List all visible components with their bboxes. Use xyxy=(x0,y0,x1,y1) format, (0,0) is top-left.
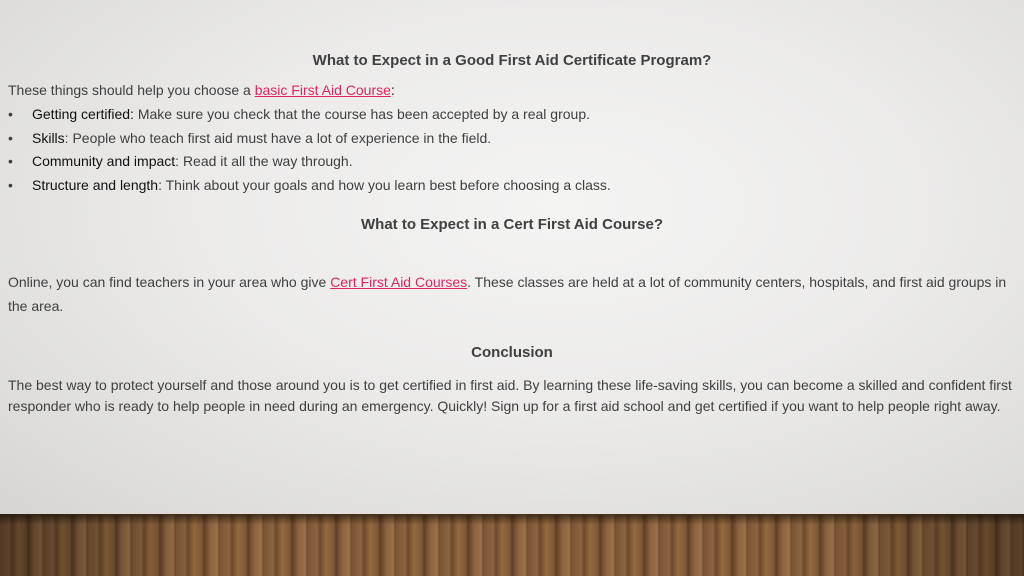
cert-course-paragraph xyxy=(8,270,1018,318)
criteria-list xyxy=(8,104,611,198)
cert-first-aid-courses-link[interactable]: Cert First Aid Courses xyxy=(330,274,468,290)
bullet-icon: • xyxy=(8,106,13,122)
conclusion-paragraph: The best way to protect yourself and those around you is to get certified in first aid. By learning these life-saving skills, you can become a skilled and confident first responder who is ready to help people in need during an emergency. Quickly! Sign up for a first aid school and get certified if you want to help people right away. xyxy=(8,377,1012,414)
heading-good-program: What to Expect in a Good First Aid Certificate Program? xyxy=(312,52,712,69)
basic-first-aid-course-link[interactable]: basic First Aid Course xyxy=(254,82,391,98)
list-item-text: : Read it all the way through. xyxy=(175,153,353,169)
list-item-text: : Think about your goals and how you learn best before choosing a class. xyxy=(158,176,611,193)
list-item-term: Community and impact xyxy=(32,153,176,169)
list-item-text: : People who teach first aid must have a lot of experience in the field. xyxy=(64,129,492,146)
list-item-text: Make sure you check that the course has been accepted by a real group. xyxy=(133,106,590,122)
list-item xyxy=(8,104,611,128)
bullet-icon: • xyxy=(8,176,13,193)
intro-paragraph xyxy=(8,80,1018,101)
heading-conclusion: Conclusion xyxy=(471,344,553,361)
list-item-term: Getting certified: xyxy=(32,106,134,122)
list-item xyxy=(8,175,611,199)
bullet-icon: • xyxy=(8,129,13,146)
heading-cert-course: What to Expect in a Cert First Aid Course? xyxy=(361,216,663,233)
para2-suffix: . These classes are held at a lot of community centers, hospitals, and first aid groups in the area. xyxy=(8,274,1007,314)
list-item-term: Skills xyxy=(32,129,65,146)
list-item-term: Structure and length xyxy=(32,176,159,193)
para2-prefix: Online, you can find teachers in your area who give xyxy=(8,274,331,290)
floor-shade xyxy=(0,514,1024,576)
intro-prefix: These things should help you choose a xyxy=(8,82,255,98)
list-item xyxy=(8,128,611,152)
bullet-icon: • xyxy=(8,153,13,169)
intro-suffix: : xyxy=(390,82,395,98)
list-item xyxy=(8,151,611,175)
